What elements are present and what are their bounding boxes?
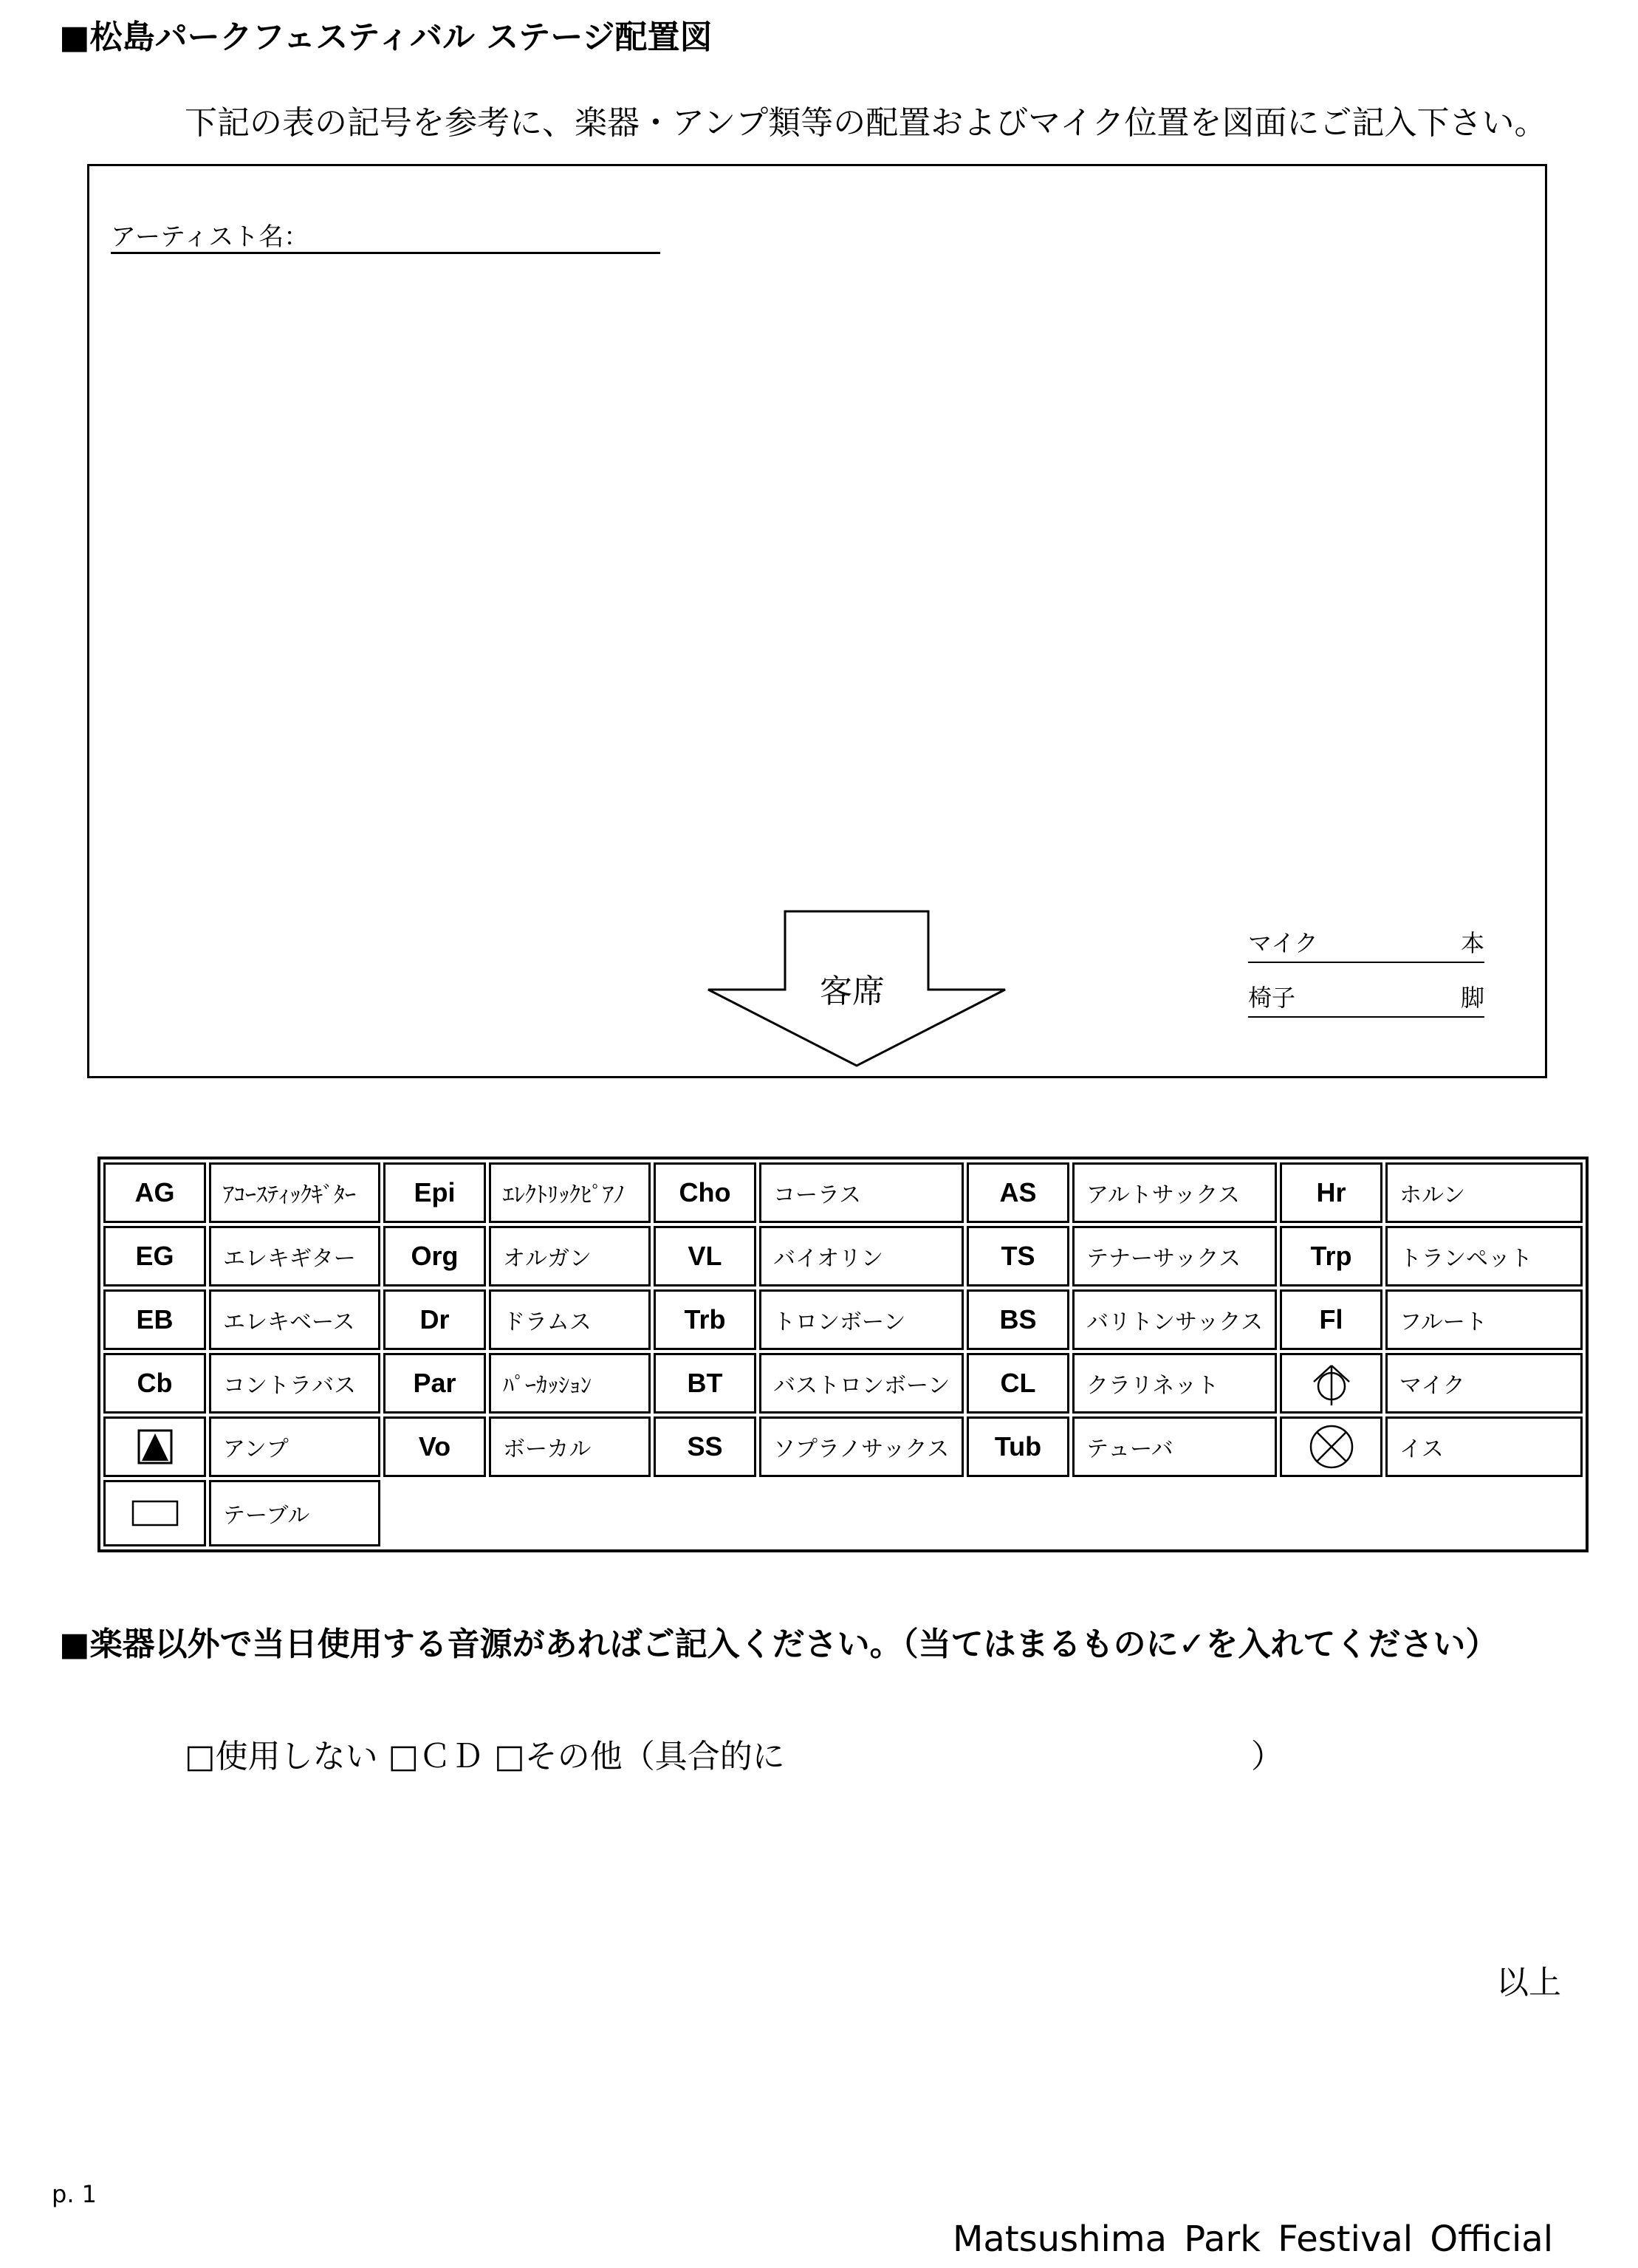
artist-name-field[interactable] (111, 252, 660, 254)
footer-organization: Matsushima Park Festival Official (953, 2219, 1554, 2260)
legend-name: ｴﾚｸﾄﾘｯｸﾋﾟｱﾉ (489, 1162, 651, 1223)
legend-code: AG (103, 1162, 206, 1223)
legend-code: AS (967, 1162, 1069, 1223)
legend-name: クラリネット (1072, 1353, 1277, 1414)
page-title: ■松島パークフェスティバル ステージ配置図 (59, 18, 713, 56)
legend-name: マイク (1385, 1353, 1583, 1414)
legend-name: オルガン (489, 1226, 651, 1287)
legend-code: Epi (383, 1162, 486, 1223)
legend-name: エレキギター (209, 1226, 380, 1287)
legend-name: テナーサックス (1072, 1226, 1277, 1287)
legend-symbol-cell (1280, 1353, 1382, 1414)
amp-icon (137, 1428, 174, 1465)
legend-code: TS (967, 1226, 1069, 1287)
legend-name: ホルン (1385, 1162, 1583, 1223)
legend-code: Cb (103, 1353, 206, 1414)
legend-name: エレキベース (209, 1289, 380, 1350)
microphone-icon (1308, 1360, 1355, 1407)
chair-count-label: 椅子 (1248, 984, 1296, 1012)
legend-row (103, 1162, 1583, 1223)
legend-code: BT (654, 1353, 756, 1414)
legend-code: Par (383, 1353, 486, 1414)
closing-text: 以上 (1496, 1964, 1561, 2001)
legend-symbol-cell (1280, 1416, 1382, 1477)
chair-icon (1308, 1423, 1355, 1470)
legend-name: ソプラノサックス (759, 1416, 964, 1477)
sound-source-heading: ■楽器以外で当日使用する音源があればご記入ください。（当てはまるものに✓を入れてください） (59, 1625, 1498, 1663)
table-icon (131, 1500, 179, 1527)
legend-name: テーブル (209, 1480, 380, 1546)
legend-name: ボーカル (489, 1416, 651, 1477)
legend-name: バリトンサックス (1072, 1289, 1277, 1350)
legend-name: コーラス (759, 1162, 964, 1223)
chair-count-unit: 脚 (1460, 984, 1484, 1012)
legend-code: VL (654, 1226, 756, 1287)
legend-name: ｱｺｰｽﾃｨｯｸｷﾞﾀｰ (209, 1162, 380, 1223)
microphone-count-label: マイク (1248, 929, 1318, 957)
legend-name: フルート (1385, 1289, 1583, 1350)
legend-name: アンプ (209, 1416, 380, 1477)
legend-name: コントラバス (209, 1353, 380, 1414)
legend-name: トロンボーン (759, 1289, 964, 1350)
legend-code: Hr (1280, 1162, 1382, 1223)
legend-code: BS (967, 1289, 1069, 1350)
legend-row (103, 1289, 1583, 1350)
instruction-text: 下記の表の記号を参考に、楽器・アンプ類等の配置およびマイク位置を図面にご記入下さい。 (185, 104, 1547, 142)
symbol-legend-table (97, 1157, 1589, 1552)
legend-code: Trb (654, 1289, 756, 1350)
legend-symbol-cell (103, 1416, 206, 1477)
legend-name: テューバ (1072, 1416, 1277, 1477)
legend-code: EG (103, 1226, 206, 1287)
chair-count-field[interactable] (1248, 982, 1484, 1018)
legend-row (103, 1353, 1583, 1414)
legend-code: Cho (654, 1162, 756, 1223)
legend-row (103, 1226, 1583, 1287)
microphone-count-field[interactable] (1248, 928, 1484, 963)
legend-row (103, 1416, 1583, 1477)
legend-name: トランペット (1385, 1226, 1583, 1287)
legend-code: Tub (967, 1416, 1069, 1477)
page-number: p. 1 (52, 2180, 97, 2208)
legend-name: ドラムス (489, 1289, 651, 1350)
legend-code: Dr (383, 1289, 486, 1350)
legend-name: イス (1385, 1416, 1583, 1477)
legend-code: SS (654, 1416, 756, 1477)
legend-name: ﾊﾟｰｶｯｼｮﾝ (489, 1353, 651, 1414)
sound-source-options[interactable]: □使用しない □ＣＤ □その他（具合的に (185, 1738, 785, 1775)
artist-name-label: アーティスト名： (111, 222, 309, 252)
microphone-count-unit: 本 (1460, 929, 1484, 957)
legend-name: バイオリン (759, 1226, 964, 1287)
legend-row (103, 1480, 1583, 1546)
legend-code: Trp (1280, 1226, 1382, 1287)
legend-name: バストロンボーン (759, 1353, 964, 1414)
legend-code: Vo (383, 1416, 486, 1477)
legend-code: CL (967, 1353, 1069, 1414)
legend-code: Fl (1280, 1289, 1382, 1350)
legend-symbol-cell (103, 1480, 206, 1546)
audience-label: 客席 (820, 973, 885, 1010)
sound-source-close-paren: ） (1251, 1738, 1284, 1775)
legend-code: Org (383, 1226, 486, 1287)
legend-name: アルトサックス (1072, 1162, 1277, 1223)
legend-code: EB (103, 1289, 206, 1350)
